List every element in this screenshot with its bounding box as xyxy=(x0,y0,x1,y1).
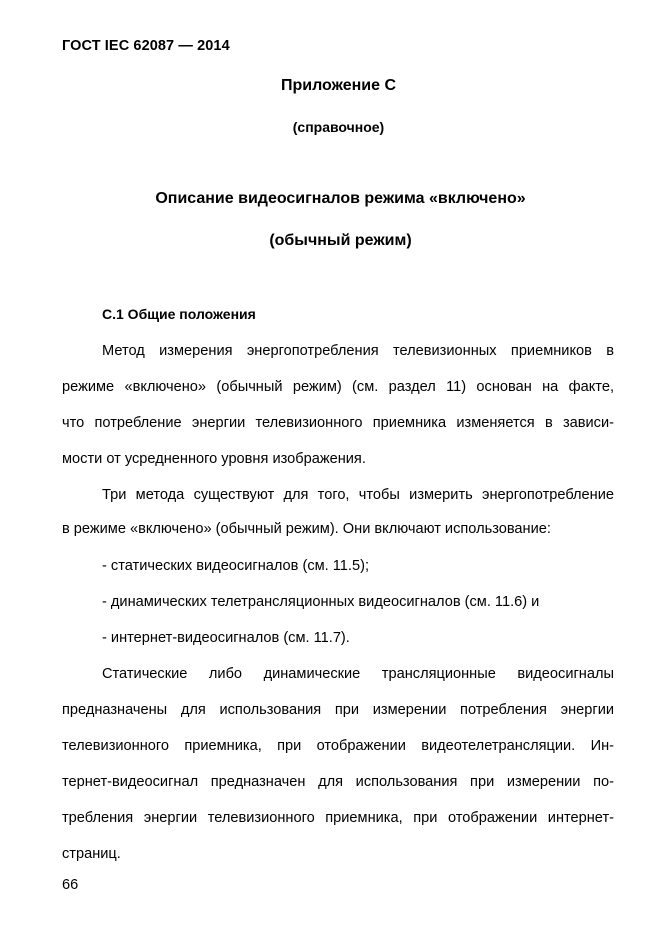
paragraph-line: Три метода существуют для того, чтобы измерить энергопотребление xyxy=(102,487,614,503)
subsection-title: С.1 Общие положения xyxy=(102,306,256,322)
appendix-title: Приложение С xyxy=(280,77,397,94)
paragraph-line: в режиме «включено» (обычный режим). Они включают использование: xyxy=(62,521,551,537)
paragraph-line: Статические либо динамические трансляционные видеосигналы xyxy=(102,666,614,682)
paragraph-line: мости от усредненного уровня изображения. xyxy=(62,451,366,467)
paragraph-line: Метод измерения энергопотребления телевизионных приемников в xyxy=(102,343,614,359)
paragraph-line: страниц. xyxy=(62,846,121,862)
page-number: 66 xyxy=(62,877,79,893)
document-header: ГОСТ IEC 62087 — 2014 xyxy=(62,38,230,54)
paragraph-line: режиме «включено» (обычный режим) (см. раздел 11) основан на факте, xyxy=(62,379,614,395)
list-item: - статических видеосигналов (см. 11.5); xyxy=(102,558,370,574)
list-item: - динамических телетрансляционных видеосигналов (см. 11.6) и xyxy=(102,594,540,610)
appendix-kind: (справочное) xyxy=(292,119,385,135)
paragraph-line: телевизионного приемника, при отображении видеотелетрансляции. Ин- xyxy=(62,738,614,754)
paragraph-line: тернет-видеосигнал предназначен для использования при измерении по- xyxy=(62,774,614,790)
section-title-line-2: (обычный режим) xyxy=(269,232,412,249)
paragraph-line: что потребление энергии телевизионного приемника изменяется в зависи- xyxy=(62,415,614,431)
paragraph-line: предназначены для использования при измерении потребления энергии xyxy=(62,702,614,718)
section-title-line-1: Описание видеосигналов режима «включено» xyxy=(155,190,526,207)
paragraph-line: требления энергии телевизионного приемника, при отображении интернет- xyxy=(62,810,614,826)
list-item: - интернет-видеосигналов (см. 11.7). xyxy=(102,630,350,646)
